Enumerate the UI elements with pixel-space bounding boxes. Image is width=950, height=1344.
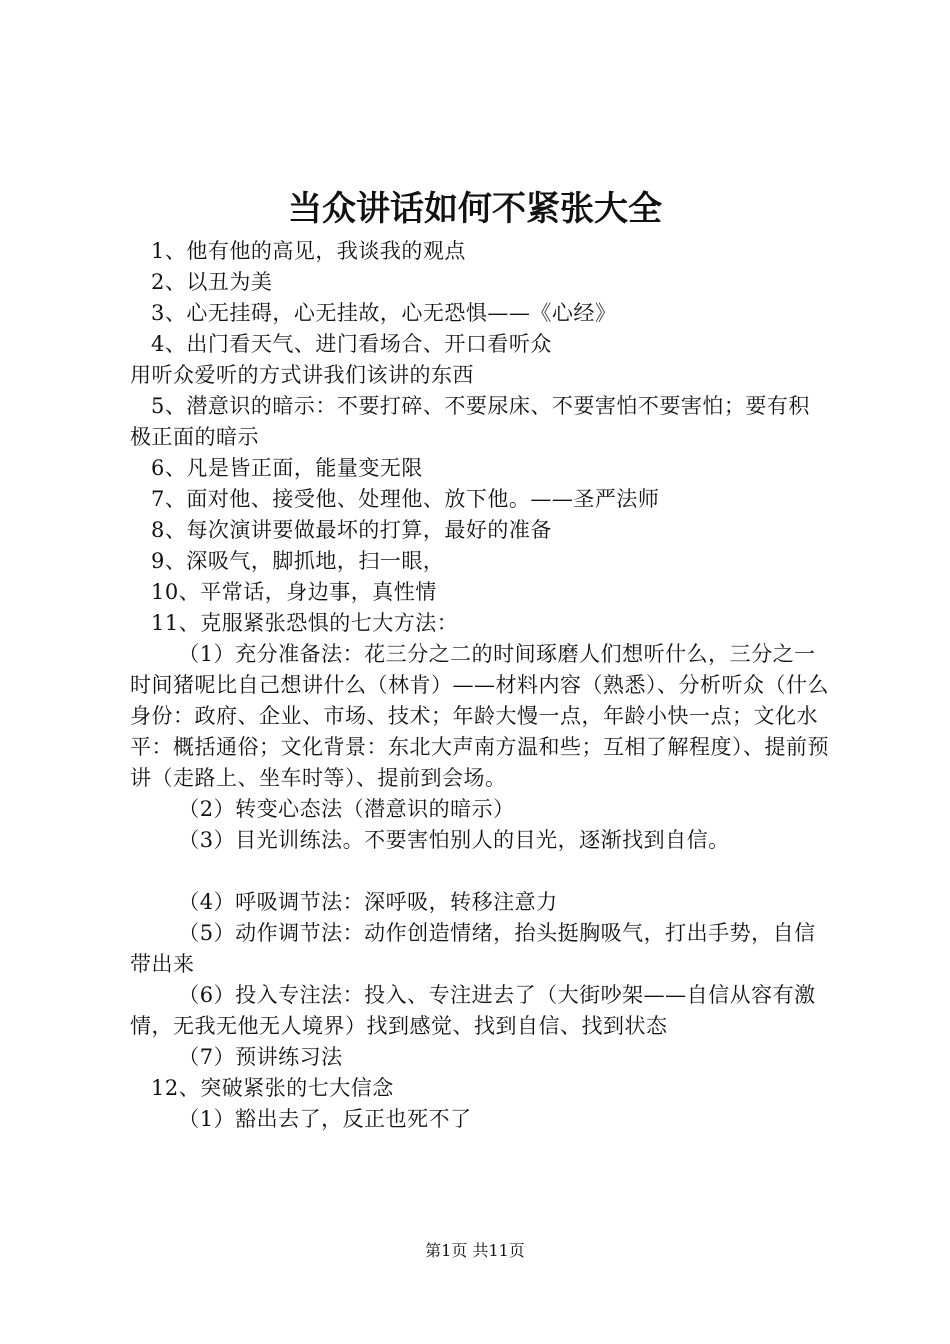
paragraph-8: 8、每次演讲要做最坏的打算，最好的准备 bbox=[151, 518, 552, 542]
document-title: 当众讲话如何不紧张大全 bbox=[288, 189, 662, 229]
paragraph-3: 3、心无挂碍，心无挂故，心无恐惧——《心经》 bbox=[151, 301, 617, 325]
paragraph-4: 4、出门看天气、进门看场合、开口看听众 bbox=[151, 332, 552, 356]
method-7: （7）预讲练习法 bbox=[178, 1045, 343, 1069]
paragraph-11: 11、克服紧张恐惧的七大方法： bbox=[151, 611, 459, 635]
belief-1: （1）豁出去了，反正也死不了 bbox=[178, 1107, 472, 1131]
paragraph-6: 6、凡是皆正面，能量变无限 bbox=[151, 456, 423, 480]
paragraph-2: 2、以丑为美 bbox=[151, 270, 273, 294]
method-3: （3）目光训练法。不要害怕别人的目光，逐渐找到自信。 bbox=[178, 828, 730, 852]
document-body bbox=[130, 236, 830, 1135]
page-footer: 第1页 共11页 bbox=[425, 1241, 525, 1260]
blank-line bbox=[130, 856, 830, 887]
paragraph-5: 5、潜意识的暗示：不要打碎、不要尿床、不要害怕不要害怕；要有积极正面的暗示 bbox=[130, 394, 810, 449]
paragraph-4-note: 用听众爱听的方式讲我们该讲的东西 bbox=[130, 363, 474, 387]
paragraph-12: 12、突破紧张的七大信念 bbox=[151, 1076, 394, 1100]
paragraph-9: 9、深吸气，脚抓地，扫一眼， bbox=[151, 549, 445, 573]
paragraph-1: 1、他有他的高见，我谈我的观点 bbox=[151, 239, 466, 263]
method-2: （2）转变心态法（潜意识的暗示） bbox=[178, 797, 515, 821]
method-6: （6）投入专注法：投入、专注进去了（大街吵架——自信从容有激情，无我无他无人境界）找到感觉、找到自信、找到状态 bbox=[130, 983, 816, 1038]
method-5: （5）动作调节法：动作创造情绪，抬头挺胸吸气，打出手势，自信带出来 bbox=[130, 921, 816, 976]
paragraph-7: 7、面对他、接受他、处理他、放下他。——圣严法师 bbox=[151, 487, 660, 511]
method-1: （1）充分准备法：花三分之二的时间琢磨人们想听什么，三分之一时间猪呢比自己想讲什么（林肯）——材料内容（熟悉）、分析听众（什么身份：政府、企业、市场、技术；年龄大慢一点，年龄小快一点；文化水平：概括通俗；文化背景：东北大声南方温和些；互相了解程度）、提前预讲（走路上、坐车时等）、提前到会场。 bbox=[130, 642, 829, 790]
paragraph-10: 10、平常话，身边事，真性情 bbox=[151, 580, 437, 604]
method-4: （4）呼吸调节法：深呼吸，转移注意力 bbox=[178, 890, 558, 914]
